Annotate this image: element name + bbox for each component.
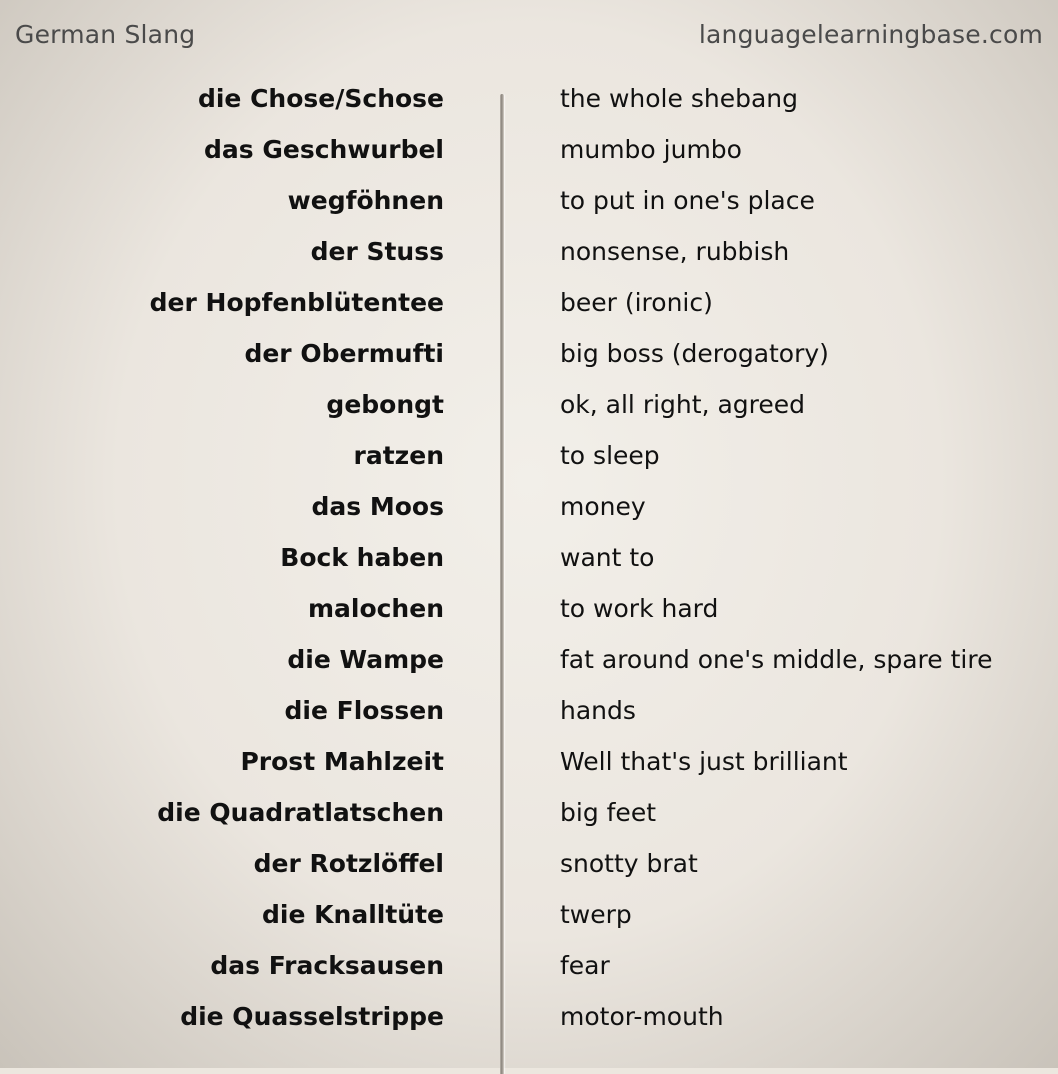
list-item — [0, 686, 1058, 737]
list-item — [0, 584, 1058, 635]
slang-meaning: hands — [560, 696, 636, 725]
slang-meaning: want to — [560, 543, 655, 572]
slang-term: der Obermufti — [244, 339, 444, 368]
slang-term: malochen — [307, 594, 444, 623]
list-item — [0, 125, 1058, 176]
list-item — [0, 788, 1058, 839]
slang-meaning: ok, all right, agreed — [560, 390, 806, 419]
list-item — [0, 278, 1058, 329]
list-item — [0, 890, 1058, 941]
slang-term: der Hopfenblütentee — [149, 288, 444, 317]
list-item — [0, 533, 1058, 584]
slang-meaning: snotty brat — [560, 849, 698, 878]
slang-term: gebongt — [326, 390, 444, 419]
slang-meaning: big boss (derogatory) — [560, 339, 829, 368]
slang-meaning: mumbo jumbo — [560, 135, 742, 164]
slang-meaning: to sleep — [560, 441, 660, 470]
list-item — [0, 380, 1058, 431]
slang-term: die Knalltüte — [262, 900, 444, 929]
slang-meaning: to work hard — [560, 594, 719, 623]
list-item — [0, 74, 1058, 125]
slang-term: das Fracksausen — [210, 951, 444, 980]
slang-term: Bock haben — [280, 543, 444, 572]
slang-meaning: the whole shebang — [560, 84, 798, 113]
slang-term: die Chose/Schose — [197, 84, 444, 113]
slang-meaning: twerp — [560, 900, 632, 929]
slang-term: das Moos — [311, 492, 444, 521]
slang-meaning: to put in one's place — [560, 186, 815, 215]
list-item — [0, 839, 1058, 890]
slang-term: die Quasselstrippe — [180, 1002, 444, 1031]
site-name: languagelearningbase.com — [698, 20, 1043, 49]
vocabulary-list — [0, 74, 1058, 1043]
slang-term: wegföhnen — [287, 186, 444, 215]
list-item — [0, 992, 1058, 1043]
slang-meaning: fat around one's middle, spare tire — [560, 645, 993, 674]
slang-meaning: big feet — [560, 798, 656, 827]
slang-meaning: Well that's just brilliant — [560, 747, 848, 776]
slang-term: der Rotzlöffel — [253, 849, 444, 878]
slang-term: der Stuss — [310, 237, 444, 266]
slang-term: ratzen — [353, 441, 444, 470]
list-item — [0, 176, 1058, 227]
slang-meaning: motor-mouth — [560, 1002, 724, 1031]
list-item — [0, 482, 1058, 533]
slang-meaning: nonsense, rubbish — [560, 237, 790, 266]
list-item — [0, 941, 1058, 992]
slang-term: Prost Mahlzeit — [240, 747, 444, 776]
list-item — [0, 737, 1058, 788]
slang-meaning: fear — [560, 951, 610, 980]
page-title: German Slang — [15, 20, 196, 49]
slang-term: die Wampe — [287, 645, 444, 674]
slang-meaning: beer (ironic) — [560, 288, 713, 317]
slang-meaning: money — [560, 492, 646, 521]
list-item — [0, 329, 1058, 380]
slang-term: die Quadratlatschen — [157, 798, 444, 827]
slang-term: die Flossen — [284, 696, 444, 725]
slang-term: das Geschwurbel — [204, 135, 444, 164]
list-item — [0, 635, 1058, 686]
list-item — [0, 431, 1058, 482]
list-item — [0, 227, 1058, 278]
